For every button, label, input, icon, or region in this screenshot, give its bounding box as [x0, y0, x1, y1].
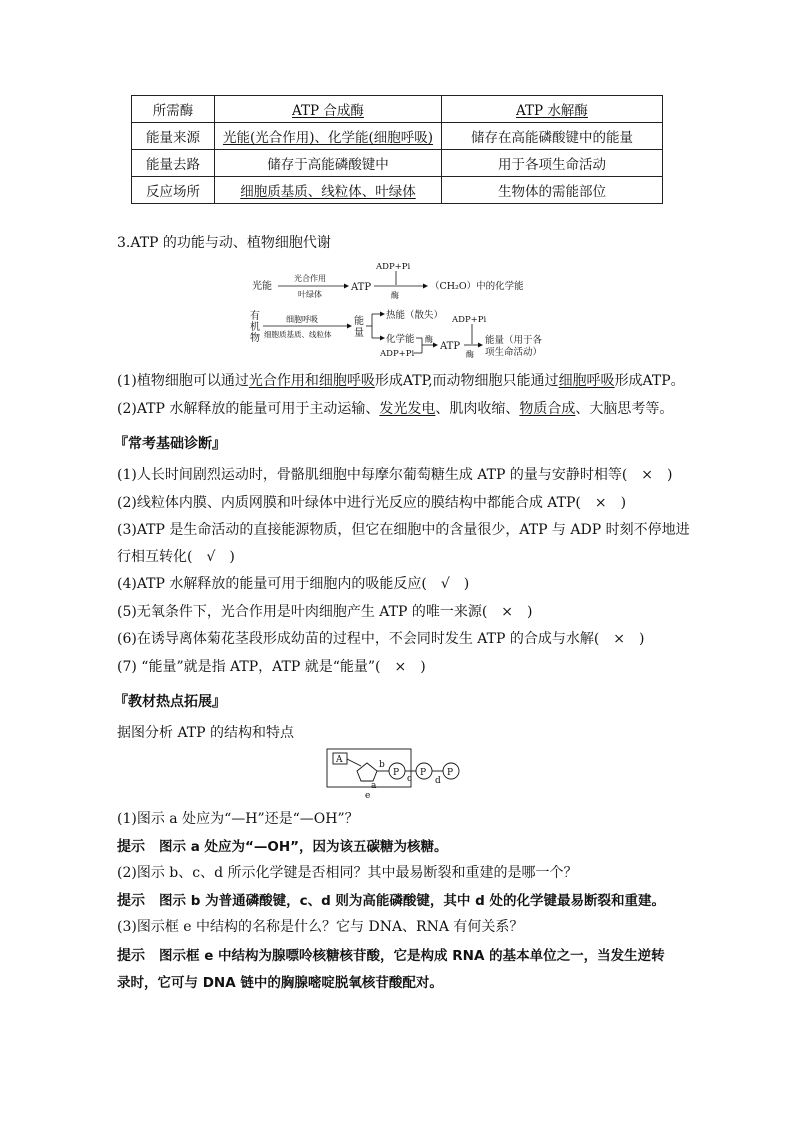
struct-label-P: P: [393, 768, 400, 778]
diagnosis-item: (5)无氧条件下，光合作用是叶肉细胞产生 ATP 的唯一来源( × ): [117, 604, 533, 620]
label-organic-1: 有: [250, 311, 260, 322]
table-cell: 储存在高能磷酸键中的能量: [442, 123, 663, 150]
section-title: 3.ATP 的功能与动、植物细胞代谢: [117, 235, 331, 251]
label-heat-energy: 热能（散失）: [386, 310, 444, 321]
table-row: [132, 150, 663, 177]
table-cell: 生物体的需能部位: [442, 177, 663, 204]
expansion-heading: 『教材热点拓展』: [114, 694, 226, 710]
table-cell: 用于各项生命活动: [442, 150, 663, 177]
label-respiration: 细胞呼吸: [286, 315, 318, 324]
diagnosis-item: (1)人长时间剧烈运动时，骨骼肌细胞中每摩尔葡萄糖生成 ATP 的量与安静时相等( × ): [117, 467, 673, 483]
diagnosis-item: 行相互转化( √ ): [117, 549, 235, 565]
atp-structure-diagram: [325, 747, 475, 799]
diagnosis-heading: 『常考基础诊断』: [114, 436, 226, 452]
table-cell: 储存于高能磷酸键中: [215, 150, 442, 177]
row-label: 能量去路: [132, 150, 215, 177]
struct-label-d: d: [435, 776, 441, 786]
enzyme-comparison-table: [131, 95, 663, 204]
struct-label-a: a: [371, 781, 377, 791]
label-atp-2: ATP: [440, 341, 461, 352]
diagnosis-item: (6)在诱导离体菊花茎段形成幼苗的过程中，不会同时发生 ATP 的合成与水解( × ): [117, 631, 645, 647]
table-row: [132, 123, 663, 150]
label-organic-2: 机: [250, 322, 260, 333]
label-light-energy: 光能: [252, 281, 272, 292]
atp-metabolism-diagram: [246, 256, 556, 362]
diagnosis-item: (7) “能量”就是指 ATP，ATP 就是“能量”( × ): [117, 659, 426, 675]
label-adp-pi-left: ADP+Pi: [380, 349, 415, 359]
row-label: 能量来源: [132, 123, 215, 150]
answer-2: 提示 图示 b 为普通磷酸键，c、d 则为高能磷酸键，其中 d 处的化学键最易断裂和重建。: [117, 893, 665, 909]
label-energy-1: 能: [354, 316, 364, 327]
label-adp-pi-right: ADP+Pi: [452, 315, 487, 325]
label-energy-use-2: 项生命活动）: [485, 347, 543, 358]
paragraph-2: (2)ATP 水解释放的能量可用于主动运输、发光发电、肌肉收缩、物质合成、大脑思考等。: [117, 401, 674, 417]
label-energy-2: 量: [354, 328, 364, 339]
label-chemical-energy: 化学能: [386, 334, 415, 345]
question-2: (2)图示 b、c、d 所示化学键是否相同？其中最易断裂和重建的是哪一个？: [117, 865, 578, 881]
table-header-cell: 所需酶: [132, 96, 215, 123]
table-header-cell: ATP 水解酶: [442, 96, 663, 123]
answer-1: 提示 图示 a 处应为“—OH”，因为该五碳糖为核糖。: [117, 839, 448, 855]
label-ch2o-chemical-energy: （CH₂O）中的化学能: [430, 281, 524, 292]
question-1: (1)图示 a 处应为“—H”还是“—OH”？: [117, 811, 359, 827]
struct-label-b: b: [379, 760, 385, 770]
label-enzyme-1: 酶: [391, 291, 399, 300]
table-cell: 细胞质基质、线粒体、叶绿体: [215, 177, 442, 204]
answer-3-continued: 录时，它可与 DNA 链中的胸腺嘧啶脱氧核苷酸配对。: [117, 975, 443, 991]
label-photosynthesis: 光合作用: [294, 274, 326, 283]
table-row: [132, 177, 663, 204]
paragraph-1: (1)植物细胞可以通过光合作用和细胞呼吸形成ATP,而动物细胞只能通过细胞呼吸形成ATP。: [117, 373, 685, 389]
label-atp-1: ATP: [351, 282, 372, 293]
diagnosis-item: (4)ATP 水解释放的能量可用于细胞内的吸能反应( √ ): [117, 576, 470, 592]
expansion-intro: 据图分析 ATP 的结构和特点: [117, 725, 295, 741]
table-header-row: [132, 96, 663, 123]
label-cytoplasm-mito: 细胞质基质、线粒体: [264, 330, 332, 339]
row-label: 反应场所: [132, 177, 215, 204]
answer-3: 提示 图示框 e 中结构为腺嘌呤核糖核苷酸，它是构成 RNA 的基本单位之一，当发生逆转: [117, 948, 665, 964]
question-3: (3)图示框 e 中结构的名称是什么？它与 DNA、RNA 有何关系？: [117, 919, 524, 935]
label-chloroplast: 叶绿体: [298, 290, 322, 299]
struct-label-P: P: [420, 768, 427, 778]
struct-label-P: P: [447, 768, 454, 778]
table-cell: 光能(光合作用)、化学能(细胞呼吸): [215, 123, 442, 150]
struct-label-c: c: [407, 774, 413, 784]
label-enzyme-2: 酶: [425, 335, 433, 344]
label-energy-use-1: 能量（用于各: [485, 335, 543, 346]
struct-label-e: e: [365, 791, 371, 799]
struct-label-A: A: [336, 755, 343, 765]
label-enzyme-3: 酶: [466, 350, 474, 359]
label-organic-3: 物: [250, 333, 260, 344]
table-header-cell: ATP 合成酶: [215, 96, 442, 123]
diagnosis-item: (3)ATP 是生命活动的直接能源物质，但它在细胞中的含量很少，ATP 与 ADP 时刻不停地进: [117, 522, 690, 538]
diagnosis-item: (2)线粒体内膜、内质网膜和叶绿体中进行光反应的膜结构中都能合成 ATP( × ): [117, 495, 627, 511]
label-adp-pi-top: ADP+Pi: [376, 262, 411, 272]
